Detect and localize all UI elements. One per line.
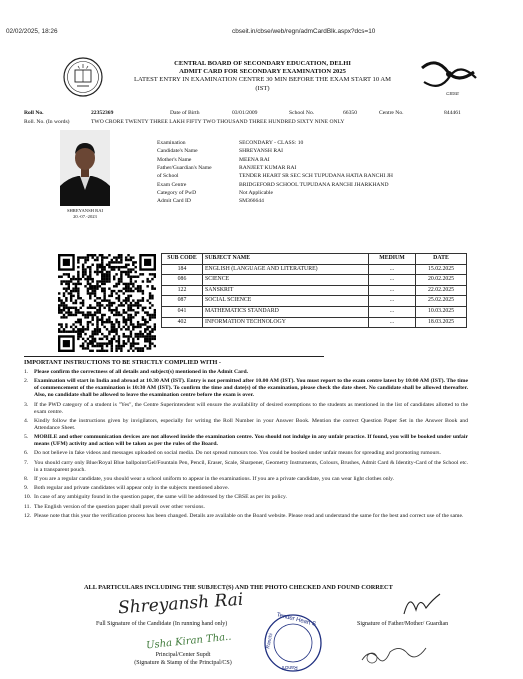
list-item bbox=[24, 450, 468, 457]
subjects-header-row bbox=[162, 254, 467, 265]
exam-date: 22.02.2025 bbox=[416, 285, 467, 296]
medium: ... bbox=[369, 285, 416, 296]
medium: ... bbox=[369, 264, 416, 275]
exam-date: 15.02.2025 bbox=[416, 264, 467, 275]
item-text: Kindly follow the instructions given by invigilators, especially for writing the Roll Number in your Answer Book. Mention the correct Question Paper Set in the Answer Book and Attendance Sheet. bbox=[34, 417, 468, 431]
exam-date: 10.03.2025 bbox=[416, 306, 467, 317]
roll-words-label: Roll. No. (In words) bbox=[24, 119, 70, 125]
item-number: 5. bbox=[24, 434, 29, 441]
item-text: Both regular and private candidates will appear only in the subjects mentioned above. bbox=[34, 485, 230, 492]
item-number: 8. bbox=[24, 475, 29, 482]
table-row bbox=[162, 317, 467, 328]
dob-label: Date of Birth bbox=[170, 110, 200, 116]
table-row bbox=[162, 275, 467, 286]
admit-card-title: ADMIT CARD FOR SECONDARY EXAMINATION 2025 bbox=[179, 68, 346, 76]
sub-code: 184 bbox=[162, 264, 203, 275]
field-label: Mother's Name bbox=[157, 156, 192, 163]
list-item bbox=[24, 418, 468, 432]
exam-date: 25.02.2025 bbox=[416, 296, 467, 307]
school-no-value: 66350 bbox=[343, 110, 357, 116]
item-text: You should carry only Blue/Royal Blue ballpoint/Gel/Fountain Pen, Pencil, Eraser, Scale, Sharpener, Geometry Instruments, Colours, Brushes, Admit Card & Identity-Card of the School etc. in a transparent pouch. bbox=[34, 459, 468, 473]
centre-no-label: Centre No. bbox=[379, 110, 404, 116]
field-label: of School bbox=[157, 173, 179, 180]
item-number: 12. bbox=[24, 512, 32, 519]
list-item bbox=[24, 369, 468, 376]
exam-date: 18.03.2025 bbox=[416, 317, 467, 328]
print-url: cbseit.in/cbse/web/regn/admCardBlk.aspx?dcs=10 bbox=[232, 28, 376, 35]
col-header-subject-name: SUBJECT NAME bbox=[203, 254, 369, 265]
sub-code: 402 bbox=[162, 317, 203, 328]
medium: ... bbox=[369, 317, 416, 328]
roll-no-value: 22352369 bbox=[91, 110, 114, 116]
field-value: RANJEET KUMAR RAI bbox=[239, 164, 297, 171]
field-value: SHREYANSH RAI bbox=[239, 148, 283, 155]
field-value: BRIDGEFORD SCHOOL TUPUDANA RANCHI JHARKHAND bbox=[239, 181, 389, 188]
subject-name: SANSKRIT bbox=[203, 285, 369, 296]
school-stamp bbox=[262, 612, 324, 674]
principal-signature: Usha Kiran Tha.. bbox=[145, 631, 232, 652]
field-label: Father/Guardian's Name bbox=[157, 164, 212, 171]
field-value: SM366644 bbox=[239, 198, 264, 205]
item-text: The English version of the question paper shall prevail over other versions. bbox=[34, 503, 205, 510]
list-item bbox=[24, 378, 468, 399]
subjects-table bbox=[161, 253, 467, 328]
parent-signature-mark bbox=[400, 590, 444, 618]
latest-entry-note: LATEST ENTRY IN EXAMINATION CENTRE 30 MIN BEFORE THE EXAM START 10 AM bbox=[133, 76, 392, 84]
qr-code bbox=[58, 254, 156, 352]
stamp-text-top: Tender Heart S bbox=[275, 612, 317, 628]
subject-name: ENGLISH (LANGUAGE AND LITERATURE) bbox=[203, 264, 369, 275]
medium: ... bbox=[369, 296, 416, 307]
item-number: 7. bbox=[24, 459, 29, 466]
list-item bbox=[24, 504, 468, 511]
right-logo-text: CBSE bbox=[446, 92, 460, 97]
roll-words-value: TWO CRORE TWENTY THREE LAKH FIFTY TWO THOUSAND THREE HUNDRED SIXTY NINE ONLY bbox=[91, 119, 345, 125]
item-text: Do not believe in fake videos and messages uploaded on social media. Do not spread rumours too. You could be booked under unfair means for spreading and promoting rumours. bbox=[34, 450, 441, 457]
field-label: Exam Centre bbox=[157, 181, 187, 188]
subject-name: SOCIAL SCIENCE bbox=[203, 296, 369, 307]
exam-date: 20.02.2025 bbox=[416, 275, 467, 286]
subject-name: MATHEMATICS STANDARD bbox=[203, 306, 369, 317]
candidate-signature: Shreyansh Rai bbox=[117, 589, 244, 619]
centre-no-value: 844461 bbox=[444, 110, 461, 116]
col-header-date: DATE bbox=[416, 254, 467, 265]
item-text: Please note that this year the verification process has been changed. Details are available on the Board website. Please read and understand the same for the best and correct use of the same. bbox=[34, 512, 464, 519]
candidate-photo bbox=[60, 130, 110, 206]
list-item bbox=[24, 513, 468, 520]
subject-name: INFORMATION TECHNOLOGY bbox=[203, 317, 369, 328]
col-header-sub-code: SUB CODE bbox=[162, 254, 203, 265]
item-text: If you are a regular candidate, you should wear a school uniform to appear in the examinations. If you are a private candidate, you can wear light clothes only. bbox=[34, 475, 395, 482]
field-value: MEENA RAI bbox=[239, 156, 270, 163]
medium: ... bbox=[369, 275, 416, 286]
item-text: MOBILE and other communication devices are not allowed inside the examination centre. You should not indulge in any unfair practice. If found, you will be booked under unfair means (UFM) activity and action will be taken as per the rules of the Board. bbox=[34, 434, 468, 448]
table-row bbox=[162, 306, 467, 317]
field-label: Category of PwD bbox=[157, 189, 197, 196]
item-text: In case of any ambiguity found in the question paper, the same will be addressed by the CBSE as per its policy. bbox=[34, 494, 287, 501]
item-number: 3. bbox=[24, 401, 29, 408]
sub-code: 087 bbox=[162, 296, 203, 307]
item-text: Please confirm the correctness of all details and subject(s) mentioned in the Admit Card. bbox=[34, 369, 249, 375]
sub-code: 086 bbox=[162, 275, 203, 286]
item-text: If the PWD category of a student is "Yes", the Centre Superintendent will ensure the availability of desired exemptions to the students as mentioned in the list of candidates allotted to the exam centre. bbox=[34, 401, 468, 415]
board-title: CENTRAL BOARD OF SECONDARY EDUCATION, DELHI bbox=[174, 60, 351, 67]
table-row bbox=[162, 296, 467, 307]
print-datetime: 02/02/2025, 18:26 bbox=[6, 28, 58, 35]
field-label: Admit Card ID bbox=[157, 198, 191, 205]
roll-no-label: Roll No. bbox=[24, 110, 44, 116]
list-item bbox=[24, 460, 468, 474]
ist-note: (IST) bbox=[255, 84, 270, 92]
item-number: 4. bbox=[24, 417, 29, 424]
item-number: 9. bbox=[24, 485, 29, 492]
list-item bbox=[24, 485, 468, 492]
item-number: 11. bbox=[24, 503, 31, 510]
field-value: SECONDARY - CLASS: 10 bbox=[239, 140, 304, 146]
subject-name: SCIENCE bbox=[203, 275, 369, 286]
col-header-medium: MEDIUM bbox=[369, 254, 416, 265]
field-label: Examination bbox=[157, 140, 186, 146]
photo-date: 20.-07.-2023 bbox=[73, 213, 97, 219]
table-row bbox=[162, 285, 467, 296]
closing-statement: ALL PARTICULARS INCLUDING THE SUBJECT(S) AND THE PHOTO CHECKED AND FOUND CORRECT bbox=[84, 584, 393, 591]
sub-code: 122 bbox=[162, 285, 203, 296]
item-text: Examination will start in India and abroad at 10.30 AM (IST). Entry is not permitted after 10.00 AM (IST). You must report to the exam centre latest by 10:00 AM (IST). The time of commencement of the examination is 10:30 AM (IST). To confirm the time and date(s) of the examination, please check the date sheet. No candidate shall be allowed thereafter. Also, no candidate shall be allowed to leave the examination centre before the exam is over. bbox=[34, 378, 468, 399]
item-number: 6. bbox=[24, 450, 29, 457]
principal-stamp-caption: (Signature & Stamp of the Principal/CS) bbox=[134, 660, 232, 666]
dob-value: 03/01/2009 bbox=[232, 110, 258, 116]
list-item bbox=[24, 494, 468, 501]
scribble-mark bbox=[356, 640, 436, 668]
list-item bbox=[24, 402, 468, 416]
sub-code: 041 bbox=[162, 306, 203, 317]
field-value: TENDER HEART SR SEC SCH TUPUDANA HATIA RANCHI JH bbox=[239, 173, 393, 180]
candidate-signature-caption: Full Signature of the Candidate (In running hand only) bbox=[96, 621, 228, 627]
parent-signature-caption: Signature of Father/Mother/ Guardian bbox=[357, 621, 449, 627]
instructions-list bbox=[24, 369, 468, 522]
photo-name: SHREYANSH RAI bbox=[66, 208, 104, 213]
field-label: Candidate's Name bbox=[157, 148, 198, 155]
item-number: 2. bbox=[24, 378, 29, 385]
table-row bbox=[162, 264, 467, 275]
list-item bbox=[24, 434, 468, 448]
item-number: 10. bbox=[24, 494, 32, 501]
field-value: Not Applicable bbox=[239, 189, 274, 196]
stamp-text-left: Ranchi bbox=[265, 632, 275, 650]
item-number: 1. bbox=[24, 369, 29, 375]
list-item bbox=[24, 476, 468, 483]
stamp-text-bottom: Ranchi bbox=[282, 664, 298, 670]
medium: ... bbox=[369, 306, 416, 317]
school-no-label: School No. bbox=[289, 110, 315, 116]
principal-caption: Principal/Center Supdt bbox=[155, 652, 211, 658]
instructions-heading: IMPORTANT INSTRUCTIONS TO BE STRICTLY COMPLIED WITH - bbox=[24, 356, 324, 366]
